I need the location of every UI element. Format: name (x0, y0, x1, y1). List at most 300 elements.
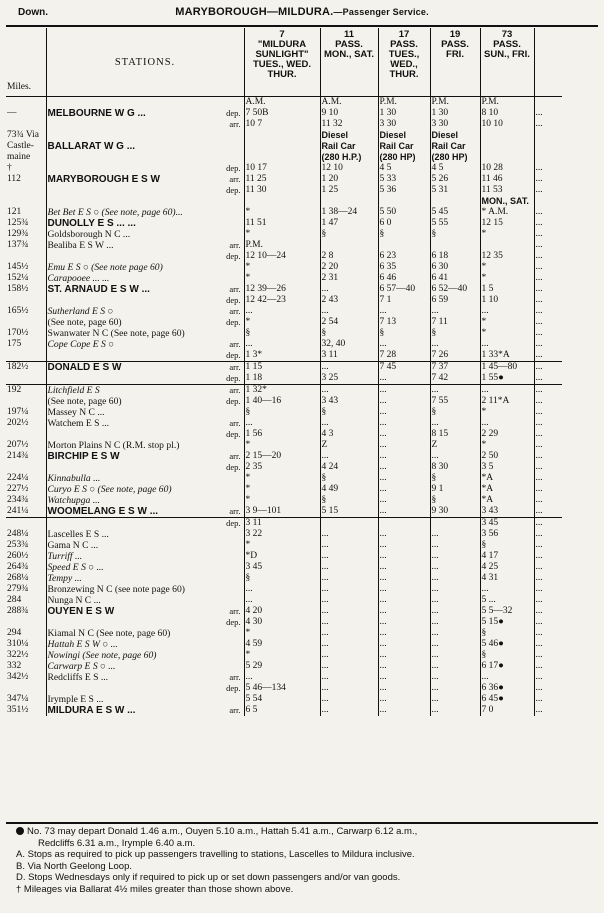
table-row (6, 207, 562, 218)
table-row (6, 617, 562, 628)
time-cell: ... (320, 628, 378, 639)
time-cell: ... (378, 683, 430, 694)
time-cell: 2 11*A (480, 396, 534, 407)
time-cell: § (430, 495, 480, 506)
time-cell: § (430, 328, 480, 339)
station-cell (46, 606, 244, 617)
time-cell: 4 5 (430, 163, 480, 174)
station-cell (46, 350, 244, 362)
miles-cell (6, 119, 46, 130)
arr-dep-label: arr. (229, 418, 241, 428)
time-cell: ... (244, 418, 320, 429)
time-cell: ... (430, 562, 480, 573)
time-cell: 1 3* (244, 350, 320, 362)
time-cell: ... (320, 451, 378, 462)
time-cell: ... (535, 639, 543, 649)
time-cell: 2 54 (320, 317, 378, 328)
time-cell: 2 31 (320, 273, 378, 284)
table-row (6, 174, 562, 185)
miles-cell: 288¾ (6, 606, 46, 617)
station-name: BALLARAT W G ... (47, 141, 136, 152)
train-desc: PASS. TUES., WED., THUR. (388, 39, 420, 80)
time-cell (244, 141, 320, 152)
time-cell: ... (535, 595, 543, 605)
station-cell (46, 418, 244, 429)
time-cell: ... (535, 650, 543, 660)
time-cell: ... (430, 551, 480, 562)
time-cell: 8 30 (430, 462, 480, 473)
time-cell: ... (244, 595, 320, 606)
station-cell (46, 540, 244, 551)
time-cell: ... (430, 694, 480, 705)
time-cell: 7 50B (244, 108, 320, 119)
time-cell: ... (378, 694, 430, 705)
arr-dep-label: dep. (226, 251, 241, 261)
station-cell (46, 385, 244, 397)
time-cell: * (480, 273, 534, 284)
time-cell: ... (378, 595, 430, 606)
timetable (6, 28, 562, 716)
time-cell: § (320, 407, 378, 418)
time-cell: § (378, 328, 430, 339)
time-cell: 1 5 (480, 284, 534, 295)
time-cell: Diesel (378, 130, 430, 141)
time-cell: ... (535, 429, 543, 439)
time-cell: ... (320, 606, 378, 617)
time-cell: ... (320, 418, 378, 429)
time-cell: 1 20 (320, 174, 378, 185)
time-cell: ... (430, 306, 480, 317)
time-cell: * (244, 229, 320, 240)
station-name: Curyo E S ○ (See note, page 60) (47, 484, 172, 495)
table-row (6, 518, 562, 530)
miles-cell: 129¾ (6, 229, 46, 240)
time-cell: ... (320, 529, 378, 540)
miles-cell: 260½ (6, 551, 46, 562)
time-cell: ... (378, 373, 430, 385)
time-cell: ... (480, 306, 534, 317)
miles-cell (6, 350, 46, 362)
time-cell: 1 56 (244, 429, 320, 440)
time-cell: § (320, 328, 378, 339)
station-name: DUNOLLY E S ... ... (47, 218, 136, 229)
arr-dep-label: arr. (229, 284, 241, 294)
miles-cell: † (6, 163, 46, 174)
time-cell: ... (480, 339, 534, 350)
miles-cell: 264¾ (6, 562, 46, 573)
station-cell (46, 141, 244, 152)
station-cell (46, 584, 244, 595)
table-row (6, 218, 562, 229)
miles-cell: 241¼ (6, 506, 46, 518)
time-cell: ... (320, 385, 378, 397)
station-cell (46, 130, 244, 141)
time-cell: 6 36● (480, 683, 534, 694)
table-row (6, 328, 562, 339)
footnote: No. 73 may depart Donald 1.46 a.m., Ouyen 5.10 a.m., Hattah 5.41 a.m., Carwarp 6.12 a.m., (16, 826, 596, 838)
time-cell: ... (535, 661, 543, 671)
time-cell: 4 20 (244, 606, 320, 617)
time-cell (480, 240, 534, 251)
station-cell (46, 306, 244, 317)
time-cell: 2 8 (320, 251, 378, 262)
time-cell: § (430, 229, 480, 240)
train-header (430, 28, 480, 97)
miles-cell: 197¼ (6, 407, 46, 418)
station-name: Cope Cope E S ○ (47, 339, 115, 350)
time-cell: 12 10—24 (244, 251, 320, 262)
time-cell: ... (535, 273, 543, 283)
time-cell: 6 57—40 (378, 284, 430, 295)
station-cell (46, 262, 244, 273)
time-cell: ... (320, 595, 378, 606)
time-cell: 7 55 (430, 396, 480, 407)
table-row (6, 229, 562, 240)
station-name: MILDURA E S W ... (47, 705, 136, 716)
miles-cell: 342½ (6, 672, 46, 683)
time-cell: ... (378, 473, 430, 484)
time-cell: 11 30 (244, 185, 320, 196)
time-cell: § (378, 229, 430, 240)
time-cell: 4 25 (480, 562, 534, 573)
table-row (6, 650, 562, 661)
time-cell: ... (378, 573, 430, 584)
arr-dep-label: arr. (229, 174, 241, 184)
station-cell (46, 152, 244, 163)
station-name: Morton Plains N C (R.M. stop pl.) (47, 440, 180, 451)
time-cell (320, 196, 378, 207)
time-cell: 11 25 (244, 174, 320, 185)
station-name: Carapooee ... ... (47, 273, 110, 284)
time-cell: * (244, 628, 320, 639)
miles-cell: Castle- (6, 141, 46, 152)
station-cell (46, 362, 244, 374)
filled-circle-icon (16, 827, 24, 835)
station-cell (46, 396, 244, 407)
time-cell: ... (378, 407, 430, 418)
table-row (6, 251, 562, 262)
time-cell: ... (378, 418, 430, 429)
arr-dep-label: arr. (229, 339, 241, 349)
time-cell: 2 29 (480, 429, 534, 440)
train-desc: PASS. FRI. (441, 39, 469, 60)
miles-cell (6, 196, 46, 207)
time-cell: 4 31 (480, 573, 534, 584)
time-cell: ... (535, 418, 543, 428)
miles-cell: 268¼ (6, 573, 46, 584)
title-sub: —Passenger Service. (333, 7, 429, 17)
station-name: MARYBOROUGH E S W (47, 174, 160, 185)
time-cell: ... (535, 672, 543, 682)
time-cell: * (244, 473, 320, 484)
time-cell: 1 47 (320, 218, 378, 229)
footnote: B. Via North Geelong Loop. (16, 860, 133, 872)
time-cell: A.M. (244, 97, 320, 109)
footer-rule (6, 822, 598, 824)
station-cell (46, 407, 244, 418)
time-cell: * (244, 262, 320, 273)
time-cell: ... (480, 418, 534, 429)
time-cell: 7 11 (430, 317, 480, 328)
miles-cell (6, 429, 46, 440)
station-cell (46, 207, 244, 218)
time-cell: ... (378, 462, 430, 473)
station-name: Goldsborough N C ... (47, 229, 131, 240)
time-cell: 4 3 (320, 429, 378, 440)
time-cell: ... (535, 317, 543, 327)
table-row (6, 606, 562, 617)
time-cell: ... (430, 705, 480, 716)
time-cell: ... (535, 218, 543, 228)
station-name: Massey N C ... (47, 407, 105, 418)
station-cell (46, 529, 244, 540)
time-cell: 11 53 (480, 185, 534, 196)
time-cell: 3 43 (320, 396, 378, 407)
table-row (6, 240, 562, 251)
miles-cell (6, 518, 46, 530)
arr-dep-label: dep. (226, 462, 241, 472)
time-cell: 12 35 (480, 251, 534, 262)
time-cell: ... (535, 306, 543, 316)
time-cell: ... (534, 373, 562, 385)
time-cell: § (244, 407, 320, 418)
station-cell (46, 119, 244, 130)
station-name: Gama N C ... (47, 540, 99, 551)
miles-cell: 192 (6, 385, 46, 397)
station-name: (See note, page 60) (47, 317, 122, 328)
time-cell: ... (378, 606, 430, 617)
table-row (6, 705, 562, 716)
time-cell: 10 17 (244, 163, 320, 174)
time-cell: 6 35 (378, 262, 430, 273)
time-cell: ... (535, 518, 543, 528)
time-cell: 5 15 (320, 506, 378, 518)
time-cell: ... (535, 540, 543, 550)
time-cell: ... (244, 584, 320, 595)
time-cell: 5 46—134 (244, 683, 320, 694)
time-cell: 1 18 (244, 373, 320, 385)
station-name: Watchupga ... (47, 495, 100, 506)
miles-cell: 294 (6, 628, 46, 639)
time-cell: ... (430, 628, 480, 639)
station-name: Nunga N C ... (47, 595, 101, 606)
station-cell (46, 617, 244, 628)
time-cell: Rail Car (430, 141, 480, 152)
time-cell (378, 240, 430, 251)
time-cell: 9 10 (320, 108, 378, 119)
time-cell: ... (534, 350, 562, 362)
time-cell: 2 15—20 (244, 451, 320, 462)
station-cell (46, 573, 244, 584)
time-cell: ... (535, 705, 543, 715)
arr-dep-label: dep. (226, 429, 241, 439)
footnote: Redcliffs 6.31 a.m., Irymple 6.40 a.m. (38, 837, 196, 849)
time-cell: 3 30 (430, 119, 480, 130)
miles-cell: 170½ (6, 328, 46, 339)
time-cell: 5 29 (244, 661, 320, 672)
arr-dep-label: dep. (226, 617, 241, 627)
time-cell: ... (320, 661, 378, 672)
miles-cell: 182½ (6, 362, 46, 374)
station-name: Watchem E S ... (47, 418, 110, 429)
time-cell: 4 5 (378, 163, 430, 174)
arr-dep-label: dep. (226, 163, 241, 173)
time-cell: Rail Car (378, 141, 430, 152)
table-row (6, 628, 562, 639)
arr-dep-label: arr. (229, 362, 241, 372)
miles-cell: 279¾ (6, 584, 46, 595)
time-cell: *A (480, 495, 534, 506)
train-number: 11 (343, 29, 355, 40)
station-cell (46, 284, 244, 295)
miles-cell: 253¾ (6, 540, 46, 551)
time-cell: ... (320, 284, 378, 295)
time-cell: § (480, 650, 534, 661)
time-cell: * (244, 440, 320, 451)
table-row (6, 584, 562, 595)
time-cell: 5 54 (244, 694, 320, 705)
time-cell: P.M. (244, 240, 320, 251)
station-name: MELBOURNE W G ... (47, 108, 146, 119)
miles-cell: 158½ (6, 284, 46, 295)
time-cell (534, 141, 562, 152)
time-cell: 1 10 (480, 295, 534, 306)
time-cell: * (244, 317, 320, 328)
time-cell: § (430, 407, 480, 418)
title-main: MARYBOROUGH—MILDURA. (175, 6, 334, 18)
time-cell: Diesel (320, 130, 378, 141)
station-name: BIRCHIP E S W (47, 451, 120, 462)
miles-cell: 227½ (6, 484, 46, 495)
miles-cell: 121 (6, 207, 46, 218)
miles-cell: 214¾ (6, 451, 46, 462)
time-cell: ... (535, 473, 543, 483)
time-cell: 5 26 (430, 174, 480, 185)
time-cell: ... (535, 628, 543, 638)
time-cell: ... (378, 705, 430, 716)
time-cell: ... (535, 551, 543, 561)
time-cell: * (244, 650, 320, 661)
arr-dep-label: arr. (229, 451, 241, 461)
time-cell: ... (430, 529, 480, 540)
time-cell: ... (430, 584, 480, 595)
table-row (6, 540, 562, 551)
miles-cell: 284 (6, 595, 46, 606)
time-cell: 7 45 (378, 362, 430, 374)
station-name: (See note, page 60) (47, 396, 122, 407)
station-name: Tempy ... (47, 573, 82, 584)
time-cell: ... (430, 683, 480, 694)
time-cell: 6 17● (480, 661, 534, 672)
time-cell: * (480, 262, 534, 273)
time-cell: A.M. (320, 97, 378, 109)
time-cell: * (480, 407, 534, 418)
time-cell: * (480, 440, 534, 451)
table-row (6, 385, 562, 397)
footnote: † Mileages via Ballarat 4½ miles greater than those shown above. (16, 883, 294, 895)
time-cell: ... (430, 385, 480, 397)
time-cell: 5 31 (430, 185, 480, 196)
station-cell (46, 328, 244, 339)
time-cell: ... (378, 306, 430, 317)
arr-dep-label: arr. (229, 119, 241, 129)
station-cell (46, 174, 244, 185)
miles-cell: 175 (6, 339, 46, 350)
station-name: Speed E S ○ ... (47, 562, 104, 573)
table-row (6, 462, 562, 473)
time-cell: * (244, 273, 320, 284)
time-cell: 4 30 (244, 617, 320, 628)
arr-dep-label: arr. (229, 672, 241, 682)
time-cell: ... (378, 429, 430, 440)
miles-cell: 165½ (6, 306, 46, 317)
station-cell (46, 97, 244, 109)
time-cell: 10 10 (480, 119, 534, 130)
time-cell: 12 10 (320, 163, 378, 174)
time-cell: 6 0 (378, 218, 430, 229)
miles-cell: 351½ (6, 705, 46, 716)
time-cell: * (480, 317, 534, 328)
time-cell: 2 50 (480, 451, 534, 462)
station-cell (46, 650, 244, 661)
time-cell: ... (320, 362, 378, 374)
station-cell (46, 694, 244, 705)
time-cell: ... (535, 495, 543, 505)
time-cell: ... (378, 529, 430, 540)
time-cell: ... (320, 650, 378, 661)
table-row (6, 284, 562, 295)
time-cell: ... (378, 396, 430, 407)
station-cell (46, 628, 244, 639)
time-cell: 1 25 (320, 185, 378, 196)
table-row (6, 373, 562, 385)
time-cell (480, 152, 534, 163)
time-cell: 6 59 (430, 295, 480, 306)
table-row (6, 339, 562, 350)
time-cell: ... (244, 306, 320, 317)
station-cell (46, 672, 244, 683)
time-cell: ... (378, 562, 430, 573)
station-cell (46, 595, 244, 606)
station-cell (46, 661, 244, 672)
time-cell: § (320, 495, 378, 506)
station-name: Redcliffs E S ... (47, 672, 109, 683)
miles-cell (6, 185, 46, 196)
time-cell: *A (480, 473, 534, 484)
station-cell (46, 295, 244, 306)
station-name: Emu E S ○ (See note page 60) (47, 262, 163, 273)
train-number: 7 (279, 29, 285, 40)
time-cell: 7 26 (430, 350, 480, 362)
time-cell: ... (535, 396, 543, 406)
time-cell (480, 130, 534, 141)
miles-cell: 125¾ (6, 218, 46, 229)
miles-cell: 234¾ (6, 495, 46, 506)
header-rule (6, 25, 598, 27)
time-cell: ... (535, 108, 543, 118)
time-cell: 3 11 (244, 518, 320, 530)
time-cell: ... (378, 551, 430, 562)
arr-dep-label: arr. (229, 506, 241, 516)
time-cell: 5 ... (480, 595, 534, 606)
time-cell: 5 50 (378, 207, 430, 218)
arr-dep-label: arr. (229, 240, 241, 250)
time-cell: 4 49 (320, 484, 378, 495)
station-cell (46, 373, 244, 385)
station-name: Kinnabulla ... (47, 473, 101, 484)
time-cell: ... (535, 362, 543, 372)
time-cell: 7 37 (430, 362, 480, 374)
